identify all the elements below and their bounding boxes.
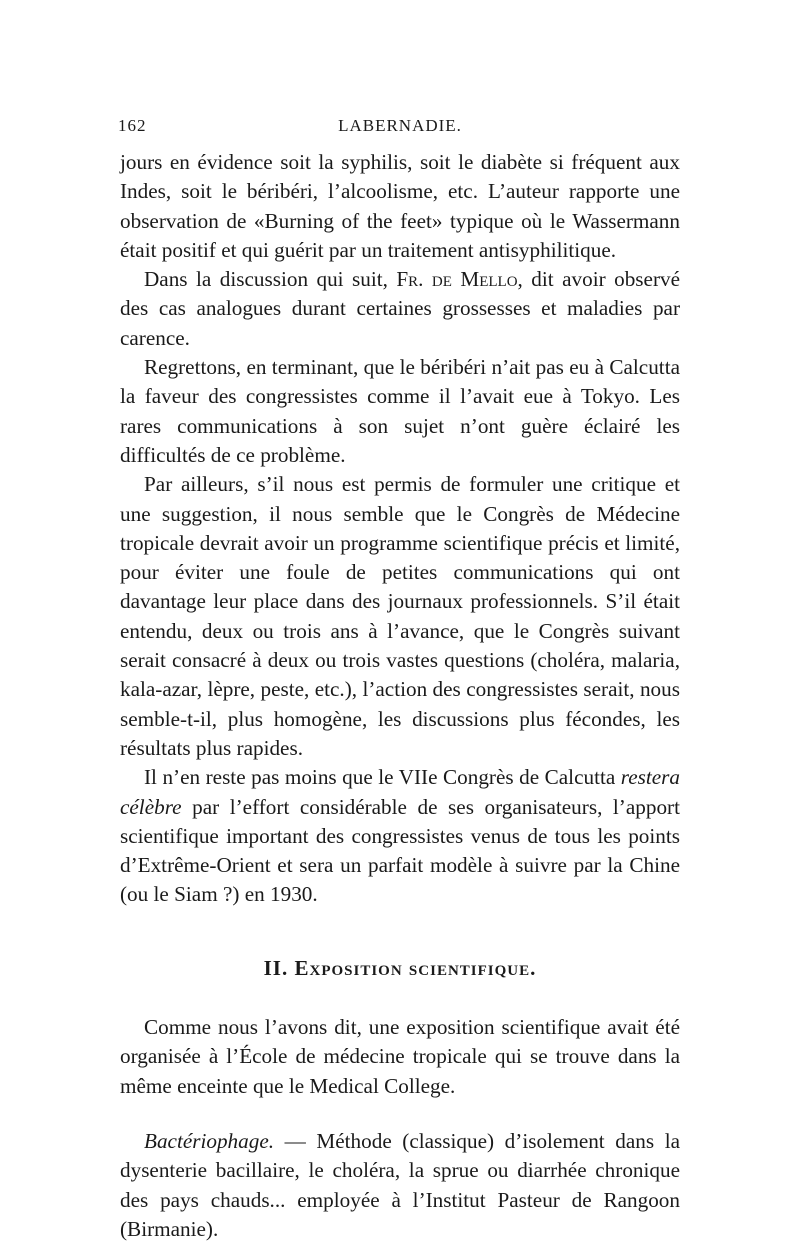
paragraph-2-start: Dans la discussion qui suit, <box>144 267 397 292</box>
page-number: 162 <box>118 116 147 135</box>
running-title: LABERNADIE. <box>338 116 462 135</box>
italic-phrase: restera célèbre <box>120 765 680 819</box>
paragraph-5-start: Il n’en reste pas moins que le VIIe Congrès de Calcutta <box>144 765 621 790</box>
section-paragraph-2 <box>120 1127 680 1244</box>
paragraph-1: jours en évidence soit la syphilis, soit le diabète si fréquent aux Indes, soit le béribéri, l’alcoolisme, etc. L’auteur rapporte une observation de «Burning of the feet» typique où le Wassermann était positif et qui guérit par un traitement antisyphilitique. <box>120 150 680 262</box>
author-name: Fr. de Mello <box>396 267 518 292</box>
paragraph-2 <box>120 265 680 353</box>
paragraph-3: Regrettons, en terminant, que le béribéri n’ait pas eu à Calcutta la faveur des congressistes comme il l’avait eue à Tokyo. Les rares communications à son sujet n’ont guère éclairé les difficultés de ce problème. <box>120 355 680 467</box>
section-heading <box>120 954 680 983</box>
paragraph-5-end: par l’effort considérable de ses organisateurs, l’apport scientifique important des congressistes venus de tous les points d’Extrême-Orient et sera un parfait modèle à suivre par la Chine (ou le Siam ?) en 1930. <box>120 794 680 907</box>
section-title: Exposition scientifique. <box>294 955 537 980</box>
running-head <box>118 116 682 142</box>
entry-text: — Méthode (classique) d’isolement dans la dysenterie bacillaire, le choléra, la sprue ou diarrhée chronique des pays chauds... employée à l’Institut Pasteur de Rangoon (Birmanie). <box>120 1128 680 1241</box>
paragraph-5 <box>120 763 680 909</box>
paragraph-4: Par ailleurs, s’il nous est permis de formuler une critique et une suggestion, il nous semble que le Congrès de Médecine tropicale devrait avoir un programme scientifique précis et limité, pour éviter une foule de petites communications qui ont davantage leur place dans des journaux professionnels. S’il était entendu, deux ou trois ans à l’avance, que le Congrès suivant serait consacré à deux ou trois vastes questions (choléra, malaria, kala-azar, lèpre, peste, etc.), l’action des congressistes serait, nous semble-t-il, plus homogène, les discussions plus fécondes, les résultats plus rapides. <box>120 472 680 760</box>
entry-title: Bactériophage. <box>144 1128 275 1153</box>
section-number: II. <box>263 955 289 980</box>
paragraph-2-end: , dit avoir observé des cas analogues durant certaines grossesses et maladies par carence. <box>120 267 680 350</box>
body-text <box>120 148 680 1244</box>
section-paragraph-1: Comme nous l’avons dit, une exposition scientifique avait été organisée à l’École de médecine tropicale qui se trouve dans la même enceinte que le Medical College. <box>120 1015 680 1098</box>
